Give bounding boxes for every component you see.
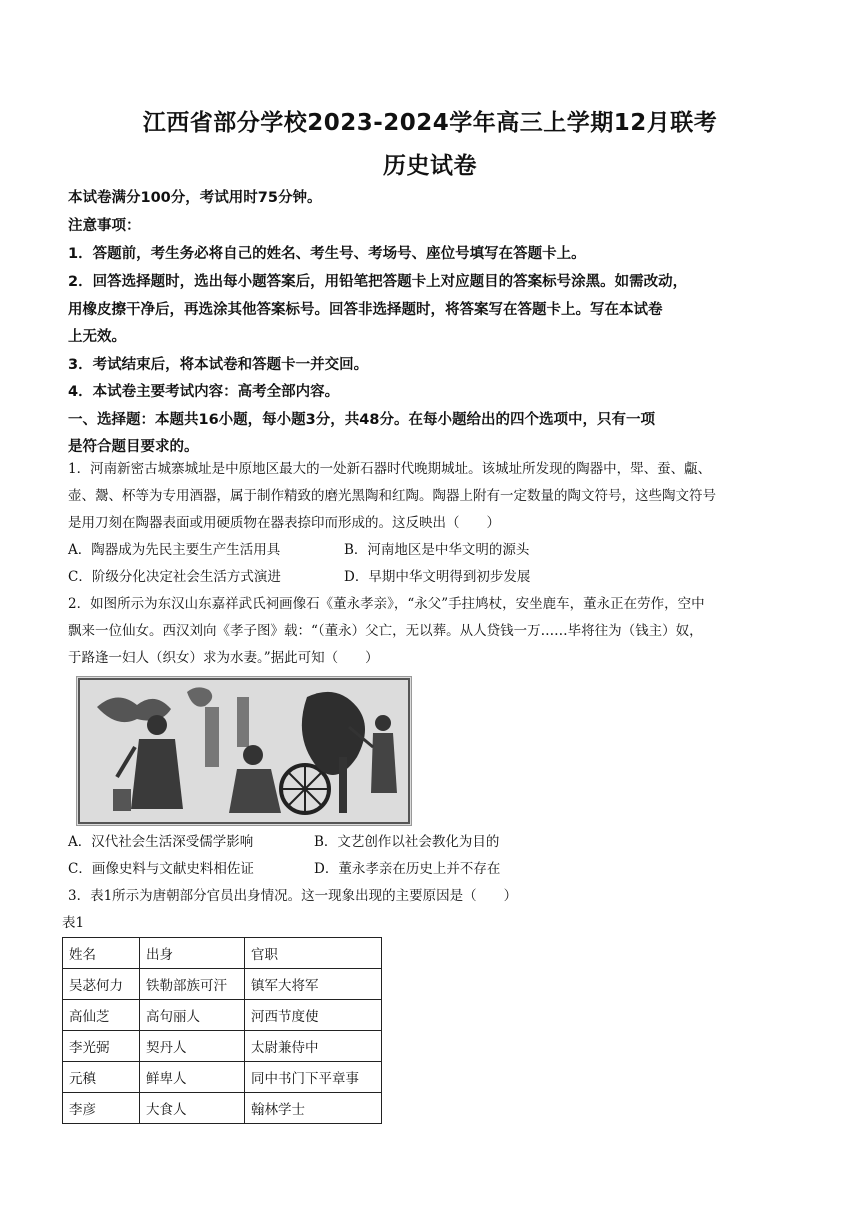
section-heading: 一、选择题：本题共16小题，每小题3分，共48分。在每小题给出的四个选项中，只有一项 bbox=[68, 412, 655, 428]
table-cell: 高句丽人 bbox=[140, 1000, 245, 1031]
question-3-text: 3．表1所示为唐朝部分官员出身情况。这一现象出现的主要原因是（ ） bbox=[68, 888, 518, 904]
q1-option-a[interactable]: A．陶器成为先民主要生产生活用具 bbox=[68, 542, 281, 558]
table-row bbox=[63, 1062, 382, 1093]
exam-title: 江西省部分学校2023-2024学年高三上学期12月联考 bbox=[142, 110, 718, 136]
table-header-cell: 姓名 bbox=[63, 938, 140, 969]
notice-item: 上无效。 bbox=[68, 329, 126, 345]
table-cell: 元稹 bbox=[63, 1062, 140, 1093]
table-cell: 同中书门下平章事 bbox=[245, 1062, 382, 1093]
notice-item: 2．回答选择题时，选出每小题答案后，用铅笔把答题卡上对应题目的答案标号涂黑。如需改动， bbox=[68, 274, 688, 290]
table-header-cell: 出身 bbox=[140, 938, 245, 969]
stone-relief-image bbox=[76, 676, 412, 826]
table-cell: 鲜卑人 bbox=[140, 1062, 245, 1093]
notice-item: 3．考试结束后，将本试卷和答题卡一并交回。 bbox=[68, 357, 369, 373]
table-cell: 大食人 bbox=[140, 1093, 245, 1124]
officials-table bbox=[62, 937, 382, 1124]
table-cell: 吴苾何力 bbox=[63, 969, 140, 1000]
table-cell: 李光弼 bbox=[63, 1031, 140, 1062]
table-label: 表1 bbox=[62, 915, 85, 931]
table-cell: 契丹人 bbox=[140, 1031, 245, 1062]
table-row bbox=[63, 1031, 382, 1062]
question-1-text: 1．河南新密古城寨城址是中原地区最大的一处新石器时代晚期城址。该城址所发现的陶器中，斝、蚕、甗、 bbox=[68, 461, 712, 477]
table-cell: 镇军大将军 bbox=[245, 969, 382, 1000]
q2-option-d[interactable]: D．董永孝亲在历史上并不存在 bbox=[314, 861, 501, 877]
q1-option-b[interactable]: B．河南地区是中华文明的源头 bbox=[344, 542, 530, 558]
table-header-row bbox=[63, 938, 382, 969]
table-cell: 李彦 bbox=[63, 1093, 140, 1124]
table-row bbox=[63, 1093, 382, 1124]
question-2-text: 于路逢一妇人（织女）求为水妻。”据此可知（ ） bbox=[68, 650, 379, 666]
q1-option-d[interactable]: D．早期中华文明得到初步发展 bbox=[344, 569, 531, 585]
notice-item: 4．本试卷主要考试内容：高考全部内容。 bbox=[68, 384, 340, 400]
exam-subtitle: 历史试卷 bbox=[383, 153, 477, 179]
table-cell: 高仙芝 bbox=[63, 1000, 140, 1031]
table-cell: 太尉兼侍中 bbox=[245, 1031, 382, 1062]
question-1-text: 是用刀刻在陶器表面或用硬质物在器表捺印而形成的。这反映出（ ） bbox=[68, 515, 500, 531]
table-row bbox=[63, 969, 382, 1000]
question-2-text: 2．如图所示为东汉山东嘉祥武氏祠画像石《董永孝亲》，“永父”手拄鸠杖，安坐鹿车，董永正在劳作，空中 bbox=[68, 596, 705, 612]
q2-option-c[interactable]: C．画像史料与文献史料相佐证 bbox=[68, 861, 254, 877]
table-header-cell: 官职 bbox=[245, 938, 382, 969]
section-heading-cont: 是符合题目要求的。 bbox=[68, 439, 199, 455]
question-2-text: 飘来一位仙女。西汉刘向《孝子图》载：“（董永）父亡，无以葬。从人贷钱一万……毕将往为（钱主）奴， bbox=[68, 623, 703, 639]
question-1-text: 壶、鬶、杯等为专用酒器，属于制作精致的磨光黑陶和红陶。陶器上附有一定数量的陶文符号，这些陶文符号 bbox=[68, 488, 716, 504]
notice-item: 1．答题前，考生务必将自己的姓名、考生号、考场号、座位号填写在答题卡上。 bbox=[68, 246, 586, 262]
q2-option-a[interactable]: A．汉代社会生活深受儒学影响 bbox=[68, 834, 254, 850]
q2-option-b[interactable]: B．文艺创作以社会教化为目的 bbox=[314, 834, 500, 850]
intro-line: 本试卷满分100分，考试用时75分钟。 bbox=[68, 190, 322, 206]
notice-item: 用橡皮擦干净后，再选涂其他答案标号。回答非选择题时，将答案写在答题卡上。写在本试卷 bbox=[68, 302, 663, 318]
notice-title: 注意事项： bbox=[68, 218, 141, 234]
table-cell: 河西节度使 bbox=[245, 1000, 382, 1031]
table-cell: 翰林学士 bbox=[245, 1093, 382, 1124]
q1-option-c[interactable]: C．阶级分化决定社会生活方式演进 bbox=[68, 569, 281, 585]
stone-relief-illustration bbox=[77, 677, 411, 825]
table-row bbox=[63, 1000, 382, 1031]
table-cell: 铁勒部族可汗 bbox=[140, 969, 245, 1000]
